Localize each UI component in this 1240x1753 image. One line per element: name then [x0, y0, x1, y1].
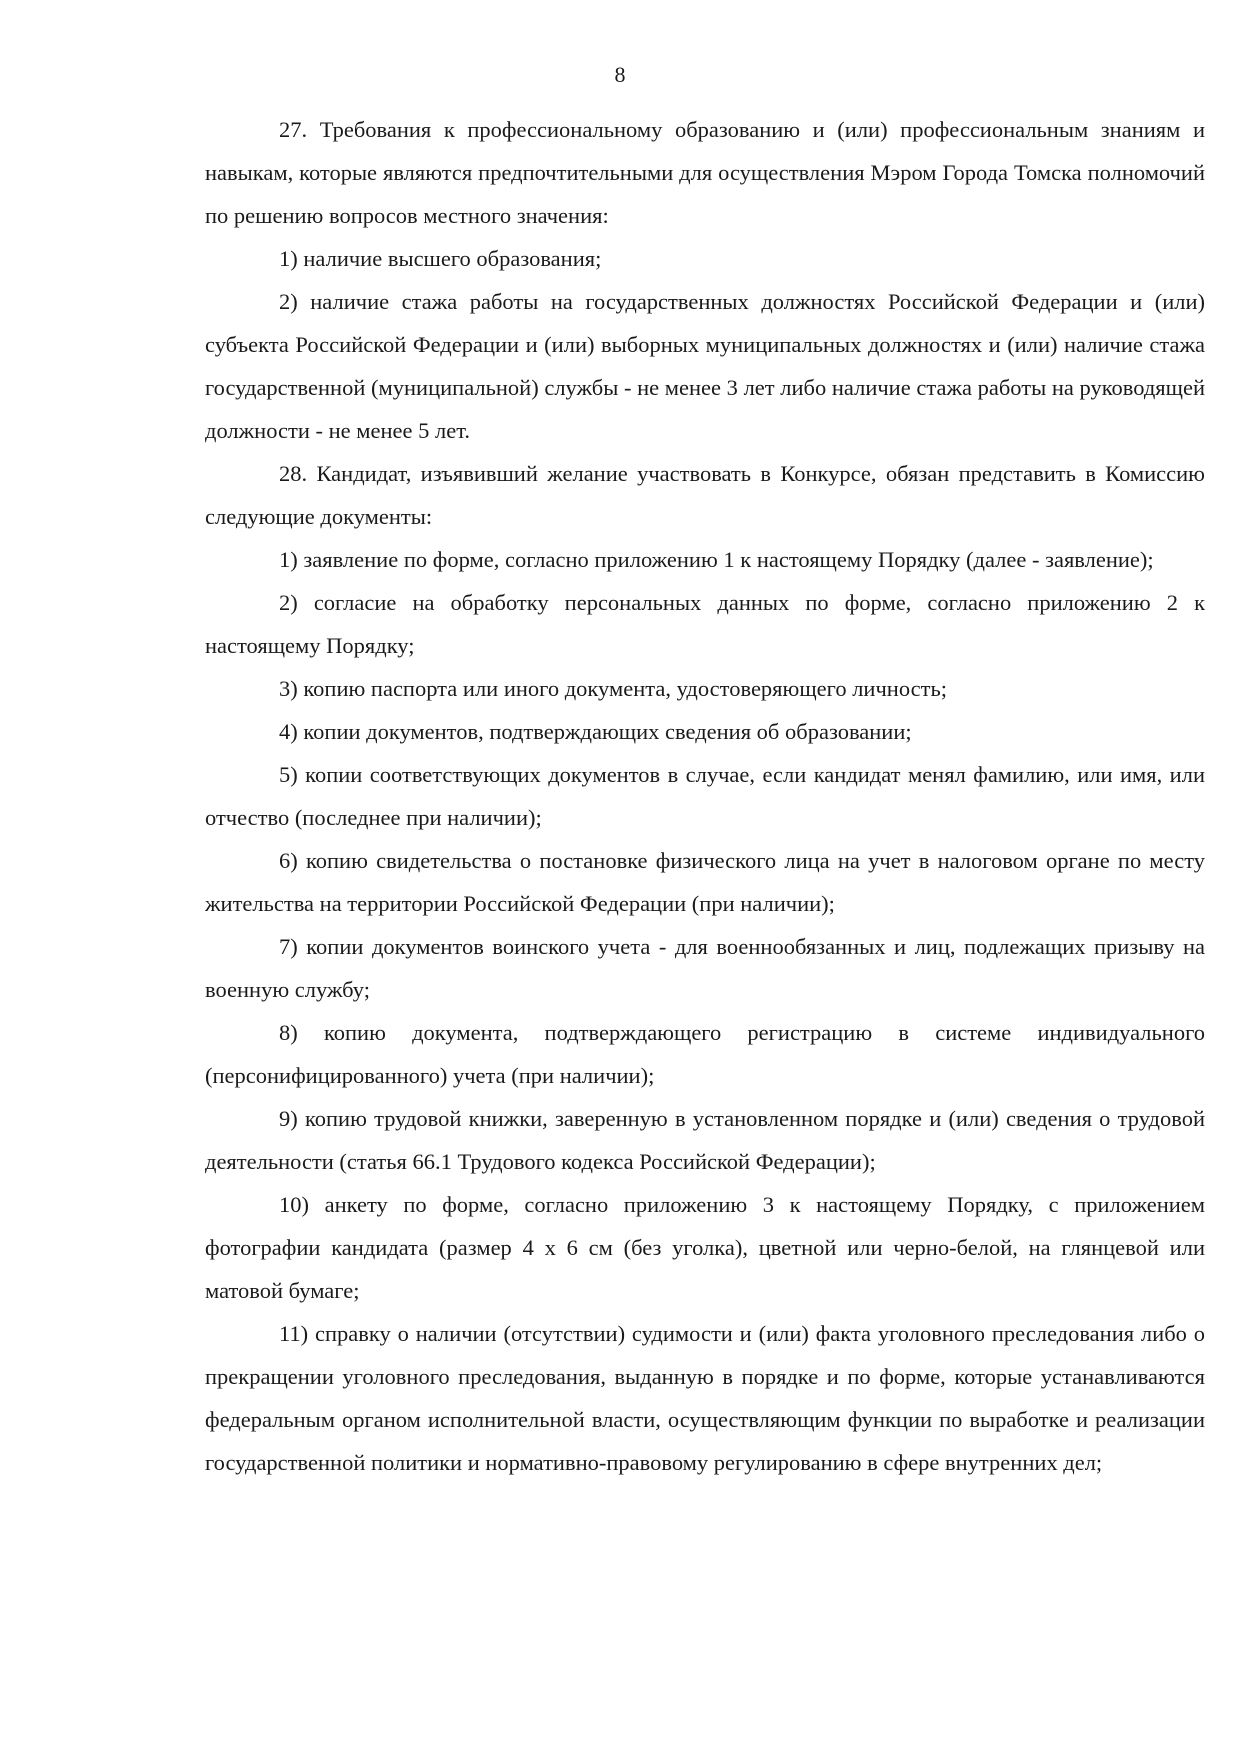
list-item-28-8: 8) копию документа, подтверждающего регистрацию в системе индивидуального (персонифицированного) учета (при наличии);: [205, 1020, 1205, 1088]
paragraph-27: 27. Требования к профессиональному образованию и (или) профессиональным знаниям и навыкам, которые являются предпочтительными для осуществления Мэром Города Томска полномочий по решению вопросов местного значения:: [205, 117, 1205, 228]
list-item-28-10: 10) анкету по форме, согласно приложению 3 к настоящему Порядку, с приложением фотографии кандидата (размер 4 х 6 см (без уголка), цветной или черно-белой, на глянцевой или матовой бумаге;: [205, 1192, 1205, 1303]
list-item-27-1: 1) наличие высшего образования;: [279, 246, 602, 271]
paragraph-28: 28. Кандидат, изъявивший желание участвовать в Конкурсе, обязан представить в Комиссию следующие документы:: [205, 461, 1205, 529]
list-item-28-11: 11) справку о наличии (отсутствии) судимости и (или) факта уголовного преследования либо о прекращении уголовного преследования, выданную в порядке и по форме, которые устанавливаются федеральным органом исполнительной власти, осуществляющим функции по выработке и реализации государственной политики и нормативно-правовому регулированию в сфере внутренних дел;: [205, 1321, 1205, 1475]
list-item-28-6: 6) копию свидетельства о постановке физического лица на учет в налоговом органе по месту жительства на территории Российской Федерации (при наличии);: [205, 848, 1205, 916]
document-body: [205, 108, 1205, 1484]
list-item-27-2: 2) наличие стажа работы на государственных должностях Российской Федерации и (или) субъекта Российской Федерации и (или) выборных муниципальных должностях и (или) наличие стажа государственной (муниципальной) службы - не менее 3 лет либо наличие стажа работы на руководящей должности - не менее 5 лет.: [205, 289, 1205, 443]
list-item-28-2: 2) согласие на обработку персональных данных по форме, согласно приложению 2 к настоящему Порядку;: [205, 590, 1205, 658]
list-item-28-5: 5) копии соответствующих документов в случае, если кандидат менял фамилию, или имя, или отчество (последнее при наличии);: [205, 762, 1205, 830]
list-item-28-9: 9) копию трудовой книжки, заверенную в установленном порядке и (или) сведения о трудовой деятельности (статья 66.1 Трудового кодекса Российской Федерации);: [205, 1106, 1205, 1174]
list-item-28-3: 3) копию паспорта или иного документа, удостоверяющего личность;: [279, 676, 947, 701]
list-item-28-7: 7) копии документов воинского учета - для военнообязанных и лиц, подлежащих призыву на военную службу;: [205, 934, 1205, 1002]
list-item-28-1: 1) заявление по форме, согласно приложению 1 к настоящему Порядку (далее - заявление);: [279, 547, 1154, 572]
page-number: 8: [614, 62, 626, 87]
list-item-28-4: 4) копии документов, подтверждающих сведения об образовании;: [279, 719, 912, 744]
